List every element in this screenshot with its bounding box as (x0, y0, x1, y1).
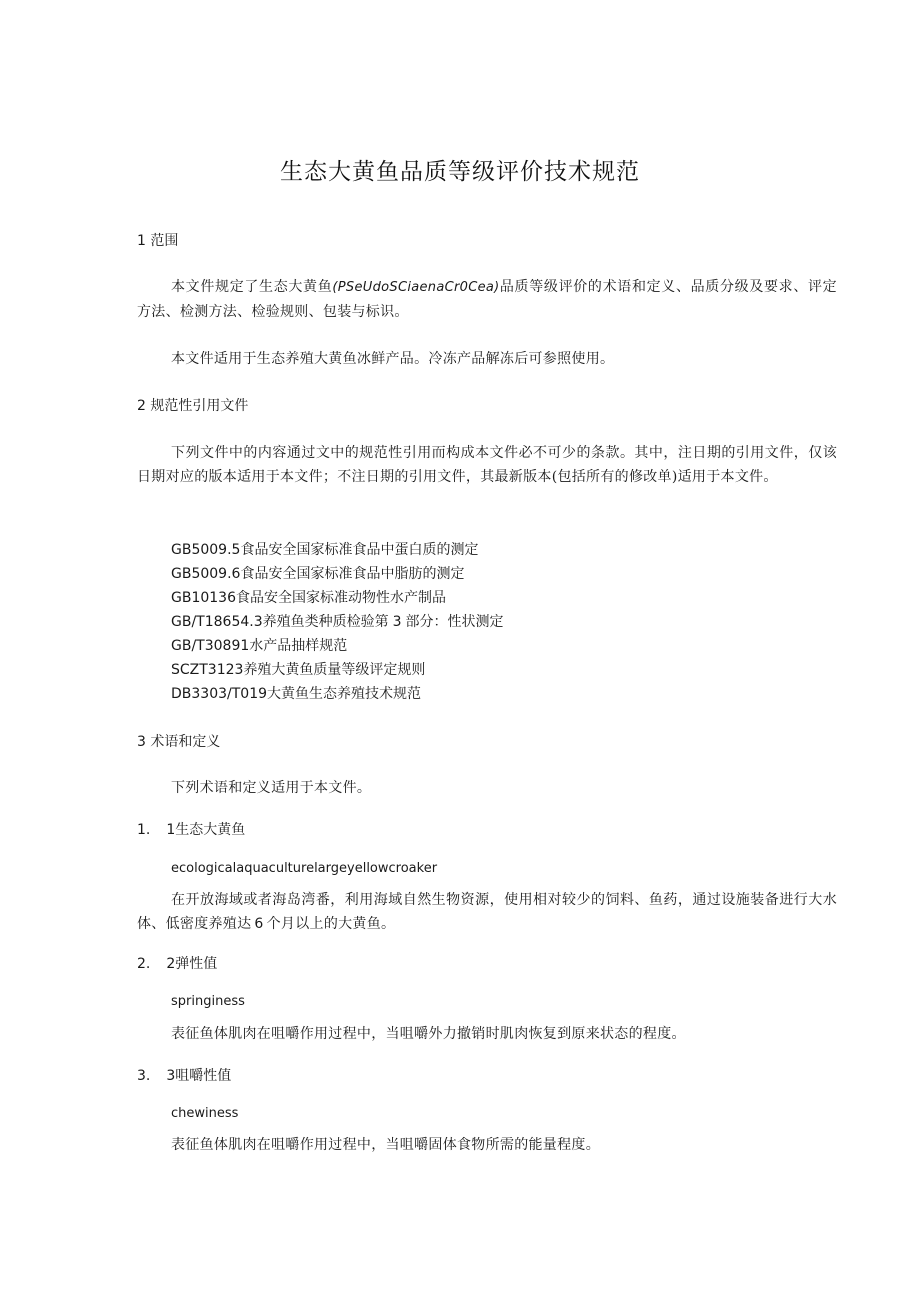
section-3-title: 术语和定义 (150, 734, 221, 750)
reference-code: DB3303/T019 (171, 686, 268, 702)
term-sub-number: 2 (166, 956, 176, 972)
reference-code: GB10136 (171, 590, 236, 606)
scope-text-b: 品质等级评价的术语和定义、品质分级及要求、评定方法、检测方法、检验规则、包装与标识。 (137, 279, 837, 320)
term-name: 咀嚼性值 (175, 1068, 232, 1084)
term-sub-number: 3 (166, 1068, 176, 1084)
section-1-number: 1 (137, 233, 146, 249)
term-list-number: 3. (137, 1068, 151, 1084)
scope-text-a: 本文件规定了生态大黄鱼 (171, 279, 333, 295)
reference-item (171, 586, 504, 610)
reference-item (171, 562, 504, 586)
term-2-heading (137, 952, 217, 976)
section-2-number: 2 (137, 398, 146, 414)
term-1-definition (137, 888, 837, 936)
term-list-number: 2. (137, 956, 151, 972)
reference-title: 食品安全国家标准食品中脂肪的测定 (240, 566, 465, 582)
reference-item (171, 538, 504, 562)
reference-code: GB5009.5 (171, 542, 241, 558)
reference-item (171, 682, 504, 706)
term-name: 弹性值 (175, 956, 218, 972)
reference-title: 大黄鱼生态养殖技术规范 (267, 686, 422, 702)
reference-code: GB5009.6 (171, 566, 241, 582)
normative-references-paragraph: 下列文件中的内容通过文中的规范性引用而构成本文件必不可少的条款。其中，注日期的引用文件，仅该日期对应的版本适用于本文件；不注日期的引用文件，其最新版本(包括所有的修改单)适用于本文件。 (137, 445, 837, 485)
reference-title: 养殖鱼类种质检验第 (262, 614, 389, 630)
term-list-number: 1. (137, 822, 151, 838)
scope-paragraph-1 (137, 275, 837, 324)
reference-item (171, 634, 504, 658)
reference-title: 食品安全国家标准动物性水产制品 (236, 590, 446, 606)
reference-part-number: 3 (392, 614, 402, 630)
term-2-definition: 表征鱼体肌肉在咀嚼作用过程中，当咀嚼外力撤销时肌肉恢复到原来状态的程度。 (171, 1026, 686, 1042)
term-3-heading (137, 1064, 231, 1088)
term-sub-number: 1 (166, 822, 176, 838)
reference-title: 水产品抽样规范 (249, 638, 348, 654)
section-2-title: 规范性引用文件 (150, 398, 249, 414)
section-2-heading (137, 394, 248, 418)
reference-list (171, 538, 504, 706)
term-1-english: ecologicalaquaculturelargeyellowcroaker (171, 861, 438, 876)
definition-number: 6 (254, 916, 264, 932)
reference-title: 食品安全国家标准食品中蛋白质的测定 (240, 542, 479, 558)
scope-paragraph-2: 本文件适用于生态养殖大黄鱼冰鲜产品。冷冻产品解冻后可参照使用。 (171, 351, 615, 367)
reference-item (171, 658, 504, 682)
term-1-heading (137, 818, 245, 842)
reference-title: 养殖大黄鱼质量等级评定规则 (243, 662, 426, 678)
reference-item (171, 610, 504, 634)
terms-intro: 下列术语和定义适用于本文件。 (171, 780, 372, 796)
document-title: 生态大黄鱼品质等级评价技术规范 (280, 159, 640, 185)
term-3-english: chewiness (171, 1106, 239, 1121)
section-1-title: 范围 (150, 233, 179, 249)
section-1-heading (137, 229, 178, 253)
reference-code: GB/T30891 (171, 638, 250, 654)
reference-code: GB/T18654.3 (171, 614, 263, 630)
definition-text-a: 在开放海域或者海岛湾番，利用海域自然生物资源，使用相对较少的饲料、鱼药，通过设施装备进行大水体、低密度养殖达 (137, 892, 837, 932)
section-3-number: 3 (137, 734, 146, 750)
section-3-heading (137, 730, 220, 754)
reference-title-part: 部分：性状测定 (405, 614, 504, 630)
definition-text-b: 个月以上的大黄鱼。 (266, 916, 396, 932)
term-2-english: springiness (171, 994, 245, 1009)
reference-code: SCZT3123 (171, 662, 244, 678)
term-3-definition: 表征鱼体肌肉在咀嚼作用过程中，当咀嚼固体食物所需的能量程度。 (171, 1137, 600, 1153)
term-name: 生态大黄鱼 (175, 822, 246, 838)
latin-species-name: (PSeUdoSCiaenaCr0Cea) (332, 280, 500, 295)
